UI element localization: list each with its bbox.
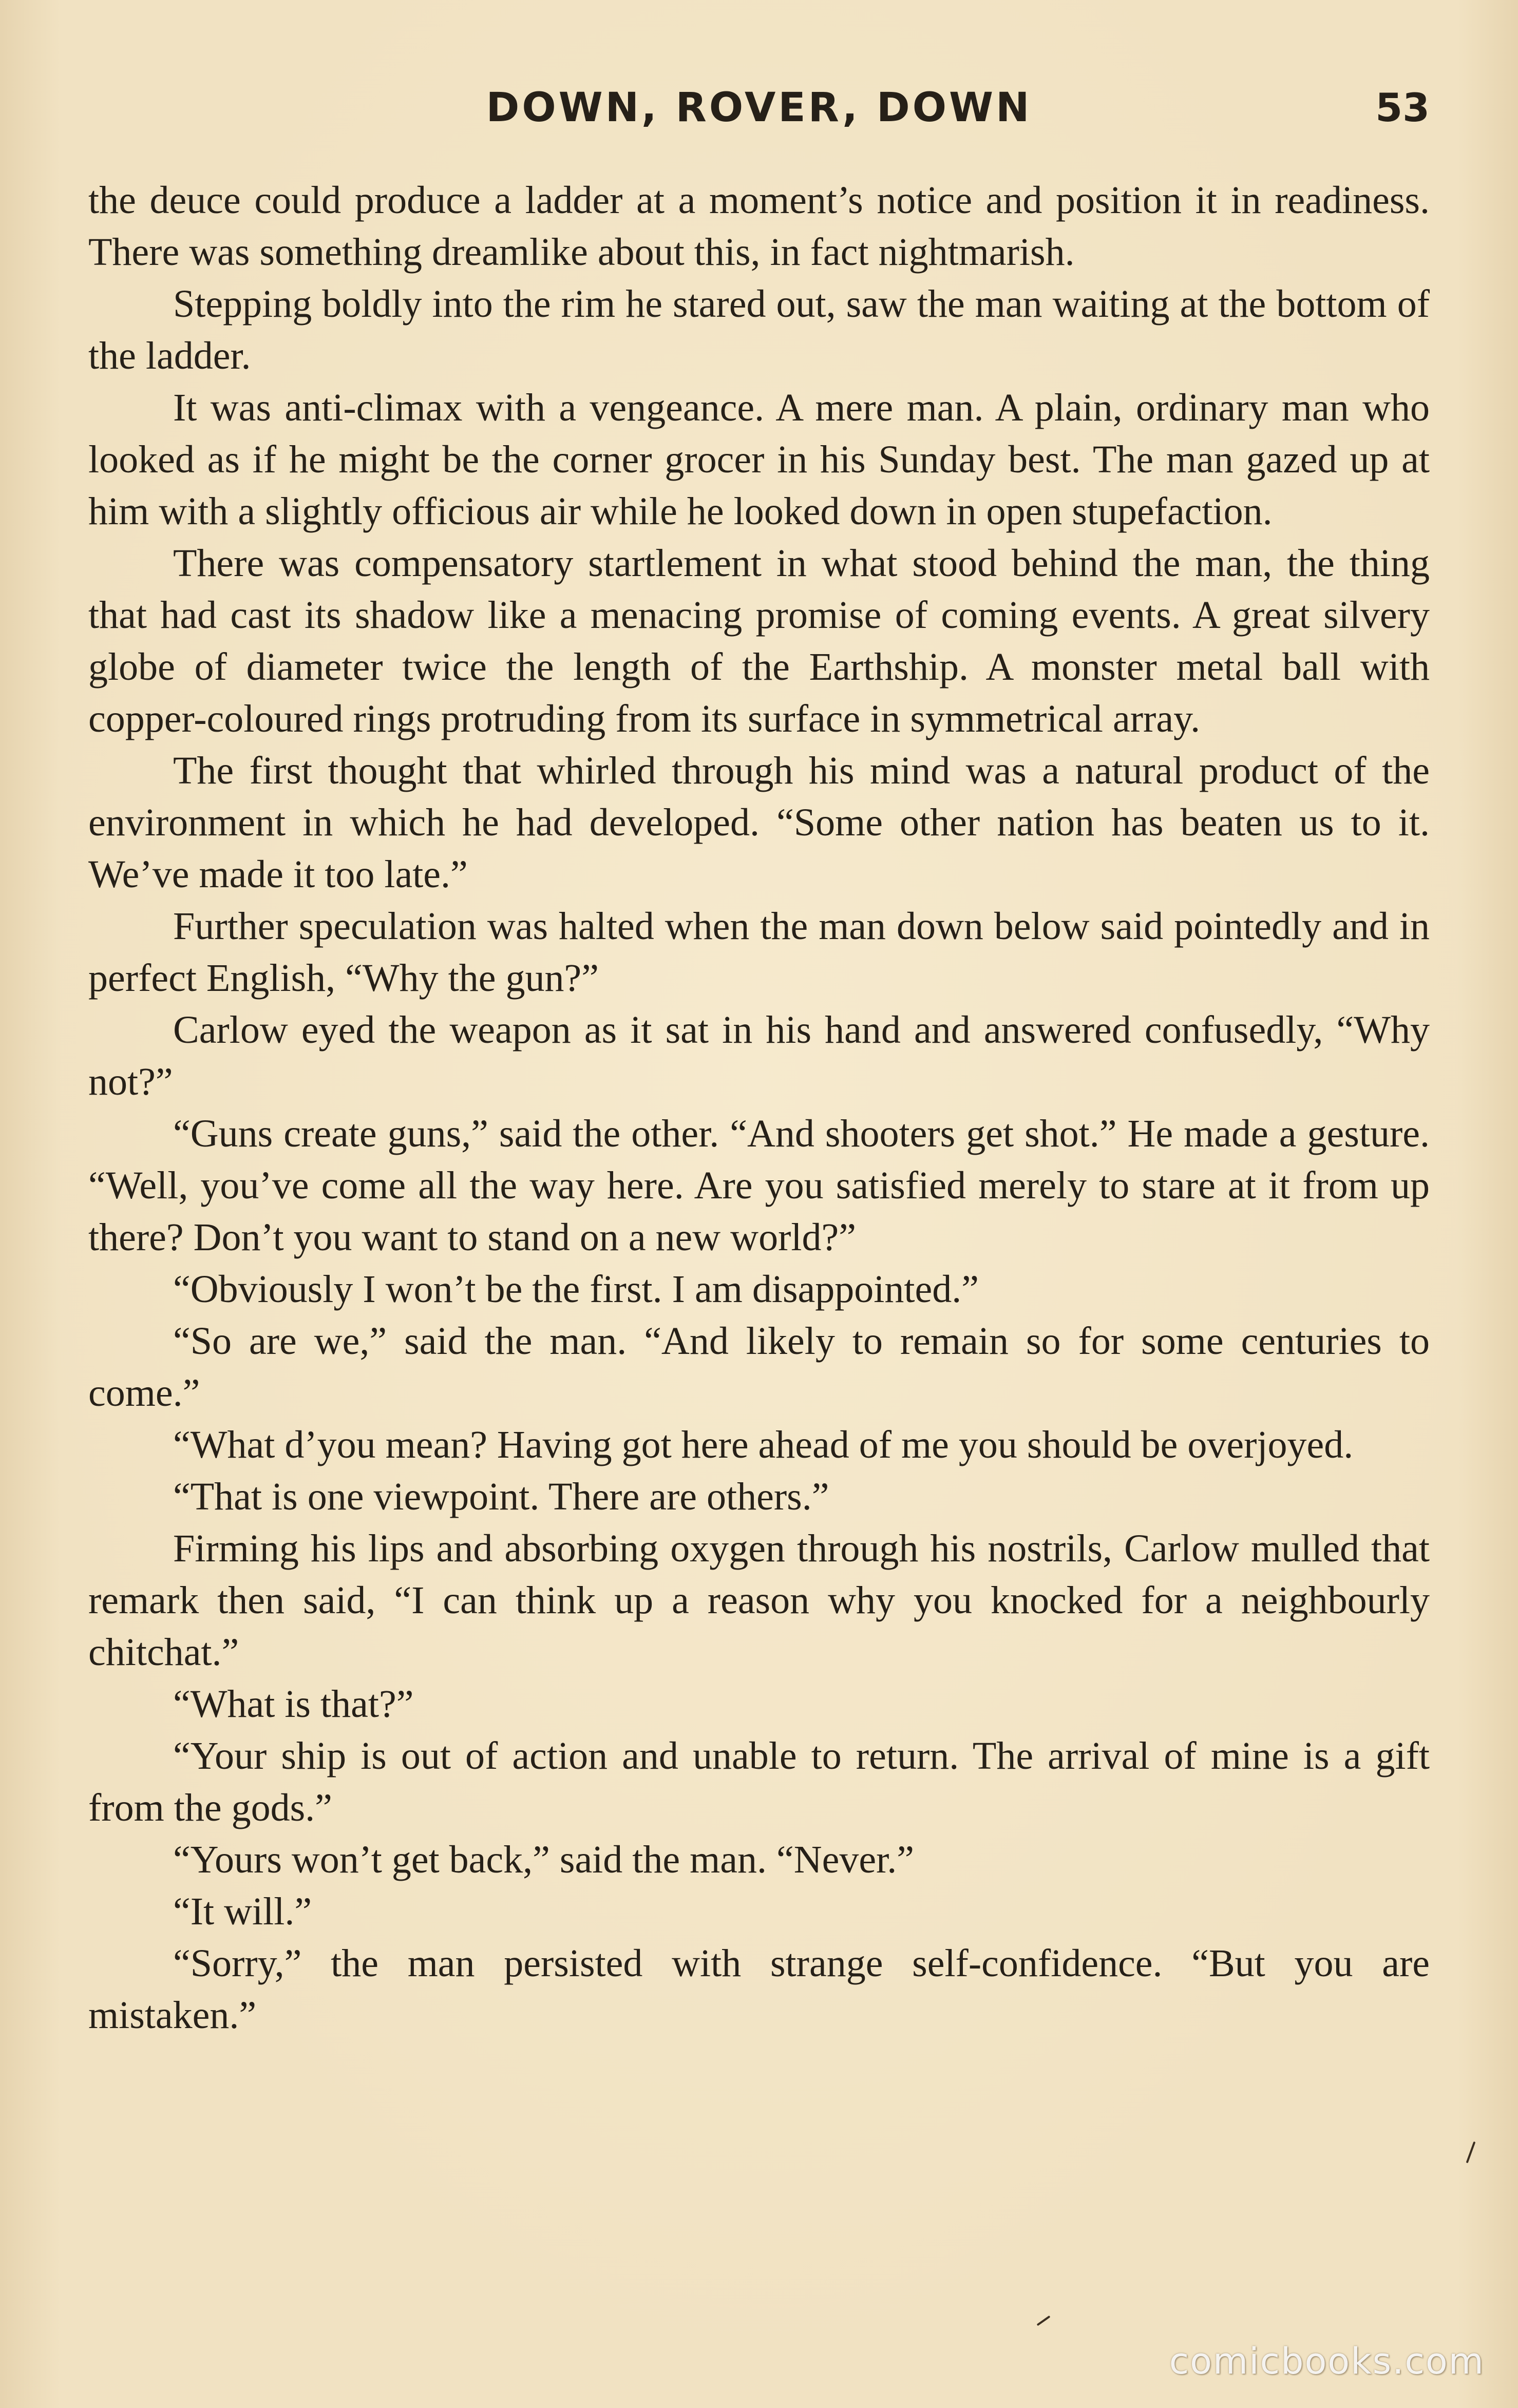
paragraph-7: Carlow eyed the weapon as it sat in his hand and answered confusedly, “Why not?” bbox=[88, 1008, 1430, 1103]
paragraph-5: The first thought that whirled through his mind was a natural product of the environment in which he had developed. “Some other nation has beaten us to it. We’ve made it too late.” bbox=[88, 749, 1430, 896]
ink-speck-mark bbox=[1037, 2316, 1051, 2326]
paragraph-9: “Obviously I won’t be the first. I am disappointed.” bbox=[173, 1268, 979, 1311]
paragraph-16: “Yours won’t get back,” said the man. “Never.” bbox=[173, 1838, 914, 1881]
running-head bbox=[88, 77, 1430, 139]
paragraph-1: the deuce could produce a ladder at a moment’s notice and position it in readiness. There was something dreamlike about this, in fact nightmarish. bbox=[88, 179, 1430, 274]
watermark-logo: comicbooks.com bbox=[1169, 2340, 1485, 2382]
paragraph-8: “Guns create guns,” said the other. “And shooters get shot.” He made a gesture. “Well, you’ve come all the way here. Are you satisfied merely to stare at it from up there? Don’t you want to stand on a new world?” bbox=[88, 1112, 1430, 1259]
paragraph-10: “So are we,” said the man. “And likely to remain so for some centuries to come.” bbox=[88, 1320, 1430, 1415]
body-text bbox=[88, 175, 1430, 2041]
paragraph-11: “What d’you mean? Having got here ahead of me you should be overjoyed. bbox=[173, 1423, 1354, 1466]
paragraph-3: It was anti-climax with a vengeance. A mere man. A plain, ordinary man who looked as if he might be the corner grocer in his Sunday best. The man gazed up at him with a slightly officious air while he looked down in open stupefaction. bbox=[88, 386, 1430, 533]
ink-speck-mark bbox=[1466, 2142, 1476, 2164]
paragraph-12: “That is one viewpoint. There are others.” bbox=[173, 1475, 829, 1518]
paragraph-18: “Sorry,” the man persisted with strange self-confidence. “But you are mistaken.” bbox=[88, 1942, 1430, 2037]
paragraph-13: Firming his lips and absorbing oxygen through his nostrils, Carlow mulled that remark then said, “I can think up a reason why you knocked for a neighbourly chitchat.” bbox=[88, 1527, 1430, 1674]
paragraph-2: Stepping boldly into the rim he stared out, saw the man waiting at the bottom of the ladder. bbox=[88, 282, 1430, 377]
paragraph-6: Further speculation was halted when the man down below said pointedly and in perfect English, “Why the gun?” bbox=[88, 905, 1430, 1000]
paragraph-17: “It will.” bbox=[173, 1890, 312, 1933]
page-number: 53 bbox=[1375, 85, 1430, 130]
running-title: DOWN, ROVER, DOWN bbox=[486, 85, 1032, 131]
paragraph-14: “What is that?” bbox=[173, 1683, 414, 1726]
paragraph-4: There was compensatory startlement in what stood behind the man, the thing that had cast its shadow like a menacing promise of coming events. A great silvery globe of diameter twice the length of the Earthship. A monster metal ball with copper-coloured rings protruding from its surface in symmetrical array. bbox=[88, 542, 1430, 740]
paragraph-15: “Your ship is out of action and unable to return. The arrival of mine is a gift from the gods.” bbox=[88, 1734, 1430, 1829]
